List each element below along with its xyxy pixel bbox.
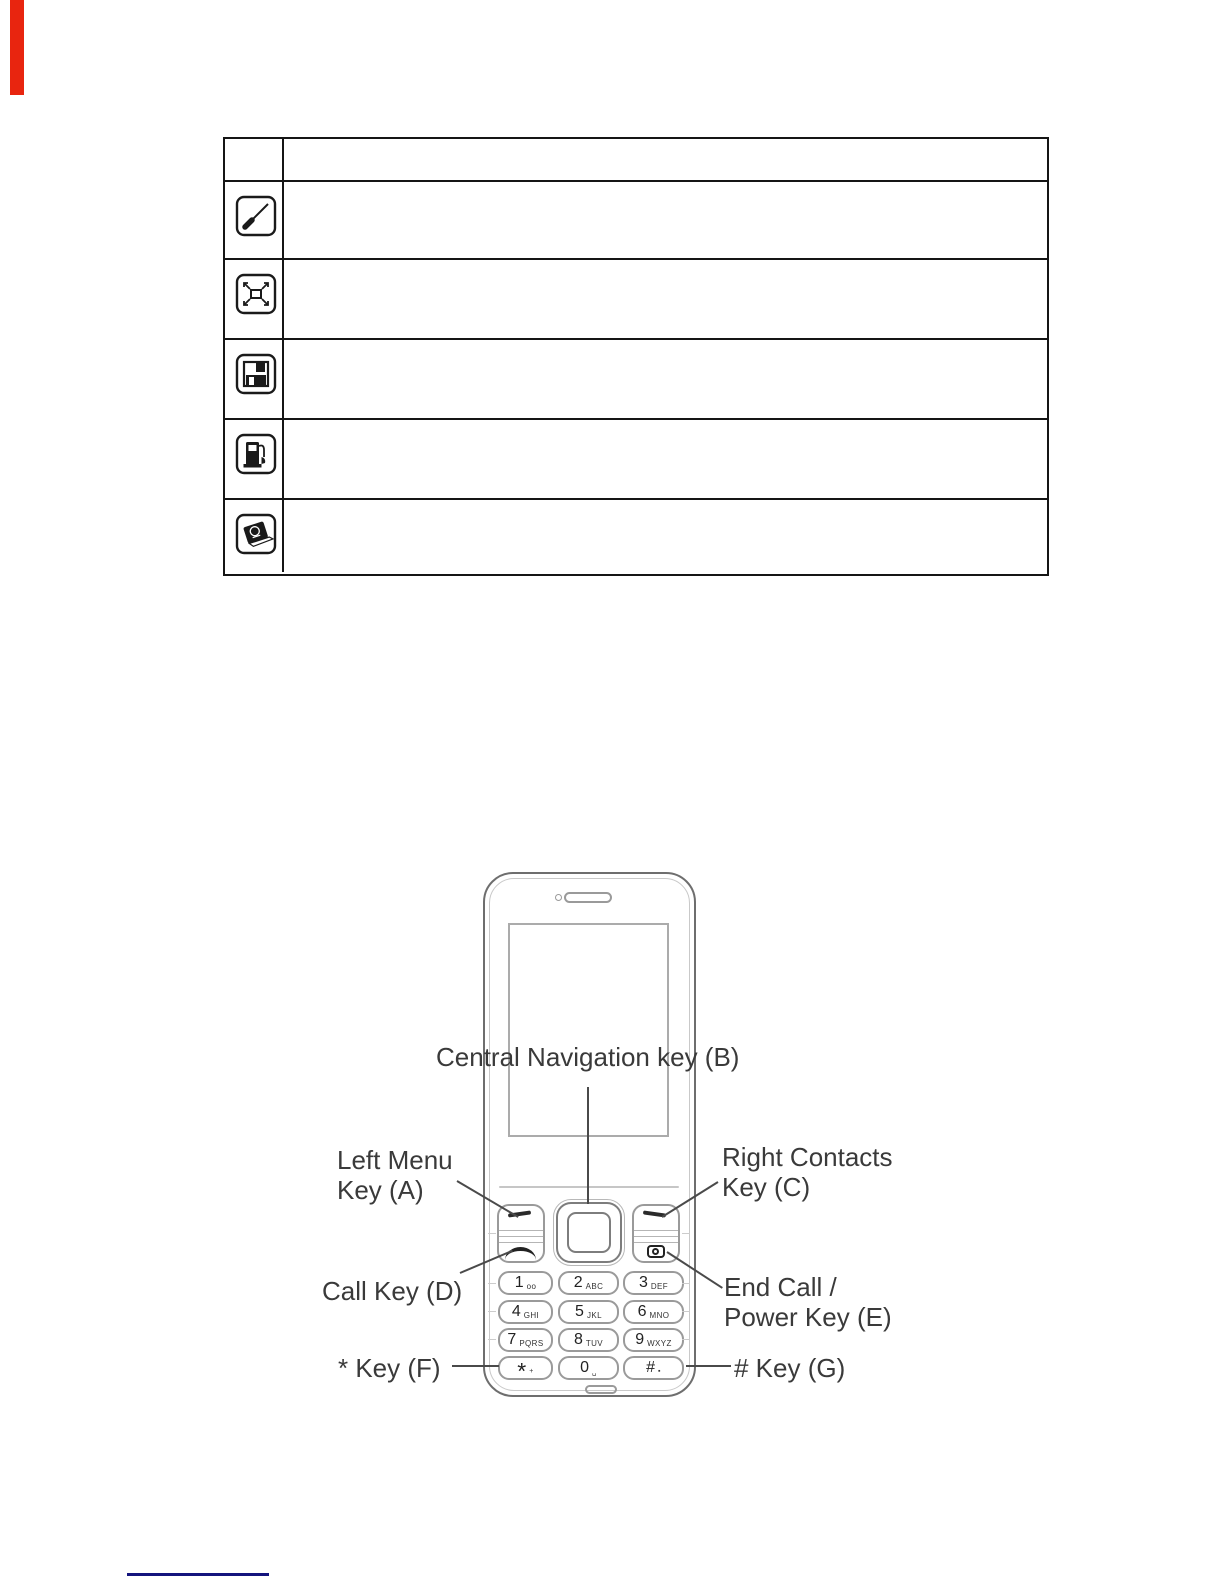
table-row xyxy=(225,260,1047,340)
label-right-contacts-line2: Key (C) xyxy=(722,1172,811,1202)
keypad-key-4 xyxy=(498,1300,553,1324)
label-right-contacts-line1: Right Contacts xyxy=(722,1142,893,1172)
label-left-menu-line1: Left Menu xyxy=(337,1145,453,1175)
table-desc-cell xyxy=(284,500,1047,572)
leader-line-star-key xyxy=(452,1365,499,1367)
table-desc-cell xyxy=(284,260,1047,338)
microphone-slot xyxy=(585,1385,617,1394)
key-sub-label: + xyxy=(529,1368,534,1375)
label-end-call-line1: End Call / xyxy=(724,1272,837,1302)
table-icon-cell xyxy=(225,340,284,418)
key-sub-label: oo xyxy=(526,1282,537,1291)
keypad-key-0 xyxy=(558,1356,619,1380)
navigation-pad-center xyxy=(567,1212,611,1253)
key-sub-label: DEF xyxy=(650,1282,669,1291)
table-row xyxy=(225,500,1047,572)
keypad-key-9 xyxy=(623,1328,684,1352)
footer-blue-line xyxy=(127,1573,269,1576)
table-icon-cell xyxy=(225,182,284,258)
seam-tick xyxy=(488,1339,496,1340)
seam-tick xyxy=(682,1283,690,1284)
key-sub-label: MNO xyxy=(649,1311,670,1320)
keypad-key-* xyxy=(498,1356,553,1384)
key-main-label: 1 xyxy=(514,1274,524,1291)
key-main-label: 9 xyxy=(635,1331,645,1348)
table-icon-cell xyxy=(225,260,284,338)
label-central-nav-key: Central Navigation key (B) xyxy=(436,1042,740,1072)
label-left-menu-line2: Key (A) xyxy=(337,1175,424,1205)
key-main-label: * xyxy=(517,1358,527,1384)
table-icon-cell xyxy=(225,500,284,572)
keypad-key-8 xyxy=(558,1328,619,1352)
table-desc-cell xyxy=(284,182,1047,258)
key-sub-label: PQRS xyxy=(519,1339,544,1348)
key-main-label: 8 xyxy=(573,1331,583,1348)
front-plate-bottom-line xyxy=(499,1186,679,1188)
earpiece-slot xyxy=(564,892,612,903)
key-main-label: 6 xyxy=(637,1303,647,1320)
keypad-key-3 xyxy=(623,1271,684,1295)
floppy-disk-icon xyxy=(235,353,277,395)
table-desc-cell xyxy=(284,340,1047,418)
key-sub-label: JKL xyxy=(586,1311,602,1320)
key-main-label: # xyxy=(646,1359,655,1376)
key-sub-label: GHI xyxy=(523,1311,540,1320)
table-header-icon-cell xyxy=(225,139,284,180)
red-margin-mark xyxy=(10,0,24,95)
table-row xyxy=(225,182,1047,260)
table-header-desc-cell xyxy=(284,139,1047,180)
label-call-key: Call Key (D) xyxy=(322,1276,463,1306)
key-main-label: 5 xyxy=(575,1303,584,1320)
seam-tick xyxy=(682,1339,690,1340)
phonebook-icon xyxy=(235,513,277,555)
keypad-key-# xyxy=(623,1356,684,1380)
fuel-pump-icon xyxy=(235,433,277,475)
power-circle-icon xyxy=(652,1248,659,1255)
table-row xyxy=(225,340,1047,420)
keypad-key-7 xyxy=(498,1328,553,1352)
key-sub-label: WXYZ xyxy=(647,1339,672,1348)
key-sub-label: ABC xyxy=(585,1282,604,1291)
keypad-key-1 xyxy=(498,1271,553,1295)
status-icon-table xyxy=(223,137,1049,576)
label-star-key: * Key (F) xyxy=(338,1353,441,1383)
keypad-key-6 xyxy=(623,1300,684,1324)
seam-tick xyxy=(682,1311,690,1312)
expand-arrows-icon xyxy=(235,273,277,315)
keypad-key-5 xyxy=(558,1300,619,1324)
key-sub-label: ␣ xyxy=(592,1368,597,1376)
label-end-call-power-key xyxy=(724,1272,892,1332)
keypad-key-2 xyxy=(558,1271,619,1295)
stylus-pen-icon xyxy=(235,195,277,237)
seam-tick xyxy=(488,1233,496,1234)
table-row xyxy=(225,420,1047,500)
label-left-menu-key xyxy=(337,1145,453,1205)
table-desc-cell xyxy=(284,420,1047,498)
key-main-label: 0 xyxy=(580,1359,590,1376)
table-icon-cell xyxy=(225,420,284,498)
key-sub-label: TUV xyxy=(585,1339,604,1348)
key-sub-label: ▪ xyxy=(658,1368,661,1375)
earpiece-dot xyxy=(555,894,562,901)
key-main-label: 2 xyxy=(573,1274,583,1291)
key-main-label: 3 xyxy=(638,1274,648,1291)
seam-tick xyxy=(488,1283,496,1284)
seam-tick xyxy=(488,1311,496,1312)
key-main-label: 4 xyxy=(511,1303,521,1320)
label-hash-key: # Key (G) xyxy=(734,1353,846,1383)
label-end-call-line2: Power Key (E) xyxy=(724,1302,892,1332)
leader-line-central-nav xyxy=(587,1087,589,1204)
table-header-row xyxy=(225,139,1047,182)
key-main-label: 7 xyxy=(507,1331,517,1348)
leader-line-hash-key xyxy=(686,1365,731,1367)
seam-tick xyxy=(682,1233,690,1234)
label-right-contacts-key xyxy=(722,1142,893,1202)
